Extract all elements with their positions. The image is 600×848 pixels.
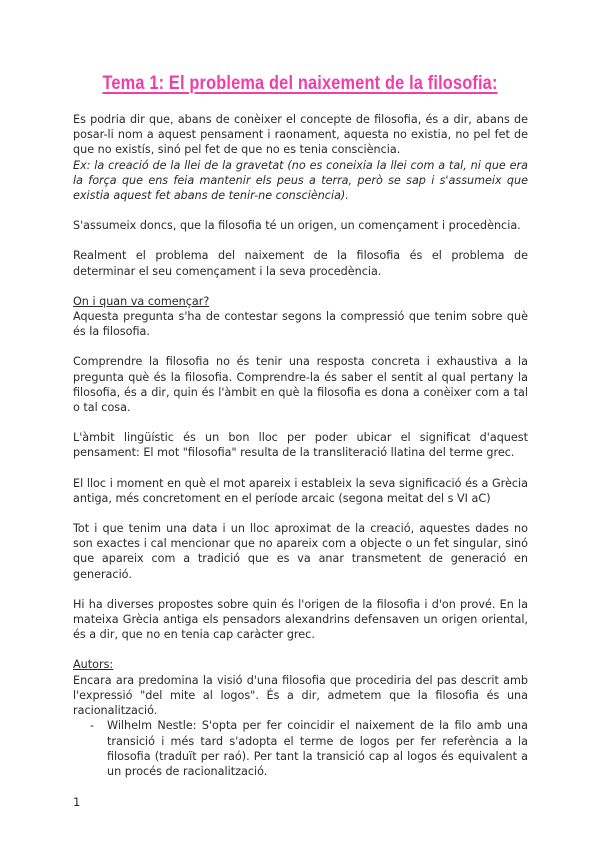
paragraph-origin: S'assumeix doncs, que la filosofia té un origen, un començament i procedència. xyxy=(73,219,521,233)
paragraph-understanding: Comprendre la filosofia no és tenir una resposta concreta i exhaustiva a la pregunta què és la filosofia. Comprendre-la és saber el sentit al qual pertany la filosofia, és a dir, quin és l'àmbit en què la filosofia es dona a conèixer com a tal o tal cosa. xyxy=(73,355,528,415)
document-body xyxy=(73,112,528,779)
list-item-text: Wilhelm Nestle: S'opta per fer coincidir el naixement de la filo amb una transició i més tard s'adopta el terme de logos per fer referència a la filosofia (traduït per raó). Per tant la transició cap al logos és equivalent a un procés de racionalització. xyxy=(107,719,528,778)
page-title: Tema 1: El problema del naixement de la filosofia: xyxy=(102,73,498,94)
paragraph-proposals: Hi ha diverses propostes sobre quin és l'origen de la filosofia i d'on prové. En la mateixa Grècia antiga els pensadors alexandrins defensaven un origen oriental, és a dir, que no en tenia cap caràcter grec. xyxy=(73,597,528,642)
section-heading-when: On i quan va començar? xyxy=(73,294,210,308)
paragraph-place-time: El lloc i moment en què el mot apareix i estableix la seva significació és a Grècia antiga, més concretoment en el període arcaic (segona meitat del s VI aC) xyxy=(73,476,528,505)
list-marker: - xyxy=(90,719,95,733)
authors-list xyxy=(73,718,528,779)
paragraph-example: Ex: la creació de la llei de la gravetat (no es coneixia la llei com a tal, ni que era la força que ens feia mantenir els peus a terra, però se sap i s'assumeix que existia aquest fet abans de tenir-ne consciència). xyxy=(73,158,528,203)
paragraph-myth-logos: Encara ara predomina la visió d'una filosofia que procediria del pas descrit amb l'expressió "del mite al logos". És a dir, admetem que la filosofia és una racionalització. xyxy=(73,673,528,718)
paragraph-tradition: Tot i que tenim una data i un lloc aproximat de la creació, aquestes dades no son exactes i cal mencionar que no apareix com a objecte o un fet singular, sinó que apareix com a tradició que es va anar transmetent de generació en generació. xyxy=(73,522,528,581)
page-number: 1 xyxy=(73,795,81,809)
paragraph-question: Aquesta pregunta s'ha de contestar segons la compressió que tenim sobre què és la filosofia. xyxy=(73,310,528,339)
paragraph-intro: Es podria dir que, abans de conèixer el concepte de filosofia, és a dir, abans de posar-li nom a aquest pensament i raonament, aquesta no existia, no pel fet de que no existís, sinó pel fet de que no es tenia consciència. xyxy=(73,113,528,157)
paragraph-linguistic: L'àmbit lingüístic és un bon lloc per poder ubicar el significat d'aquest pensament: El mot "filosofia" resulta de la transliteració llatina del terme grec. xyxy=(73,431,528,460)
section-heading-authors: Autors: xyxy=(73,658,114,672)
paragraph-problem: Realment el problema del naixement de la filosofia és el problema de determinar el seu començament i la seva procedència. xyxy=(73,249,528,278)
list-item xyxy=(73,718,528,779)
